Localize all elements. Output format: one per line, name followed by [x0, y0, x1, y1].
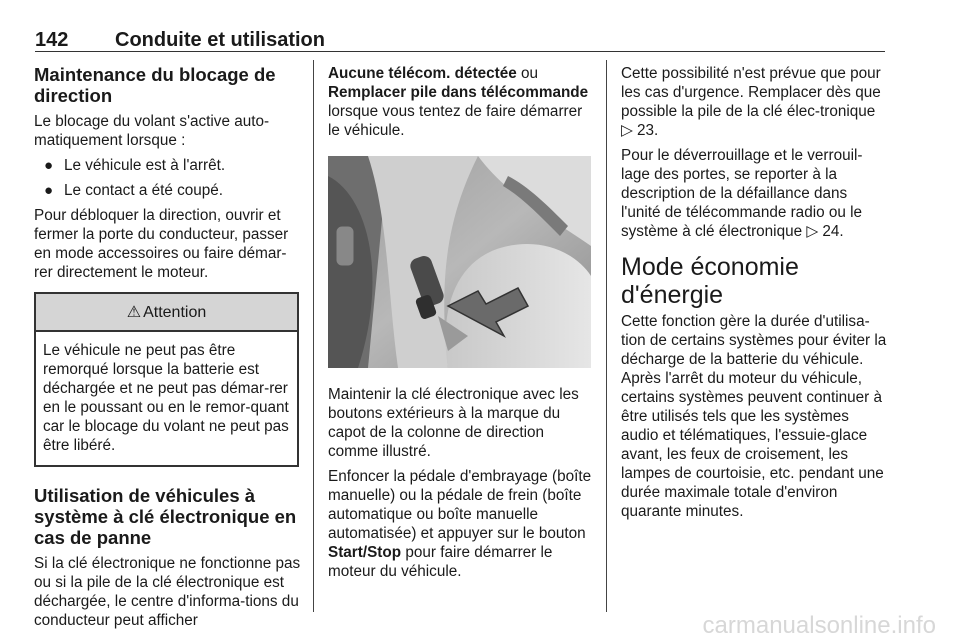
- heading-steering-lock: Maintenance du blocage de direction: [34, 64, 276, 106]
- column-1: [34, 64, 301, 636]
- steering-column-illustration: [328, 156, 591, 368]
- column-3: [621, 64, 887, 527]
- heading-emergency: Utilisation de véhicules à système à clé électronique en cas de panne: [34, 485, 297, 548]
- attention-box: [34, 292, 299, 467]
- paragraph-locking: Pour le déverrouillage et le verrouil-lage des portes, se reporter à la description de la défaillance dans l'unité de télécommande radio ou le système à clé électronique ▷ 24.: [621, 147, 863, 240]
- heading-energy-saving: Mode économie d'énergie: [621, 253, 799, 309]
- page-reference[interactable]: 23.: [637, 122, 659, 139]
- list-item: ● Le contact a été coupé.: [44, 182, 224, 199]
- column-divider-2: [606, 60, 607, 612]
- watermark: carmanualsonline.info: [702, 612, 936, 639]
- column-2: [328, 64, 593, 587]
- page-number: 142: [35, 29, 69, 51]
- paragraph-hold-key: Maintenir la clé électronique avec les boutons extérieurs à la marque du capot de la colonne de direction comme illustré.: [328, 386, 579, 460]
- page-header: [35, 29, 885, 52]
- column-divider-1: [313, 60, 314, 612]
- bullet-icon: ●: [44, 157, 54, 174]
- start-stop-label: Start/Stop: [328, 544, 402, 561]
- page-ref-arrow-icon: ▷: [806, 223, 819, 240]
- chapter-title: Conduite et utilisation: [115, 29, 325, 51]
- attention-header: [36, 294, 297, 332]
- paragraph-energy-saving: Cette fonction gère la durée d'utilisa-tion de certains systèmes pour éviter la décharge de la batterie du véhicule. Après l'arrêt du moteur du véhicule, certains systèmes peuvent continuer à être utilisés tels que les systèmes audio et télématiques, l'essuie-glace avant, les feux de croisement, les lampes de courtoisie, etc. pendant une durée maximale totale d'environ quarante minutes.: [621, 313, 887, 520]
- bullet-icon: ●: [44, 182, 54, 199]
- page-ref-arrow-icon: ▷: [621, 122, 633, 139]
- attention-title: Attention: [143, 303, 207, 321]
- paragraph-messages: Aucune télécom. détectée ou Remplacer pile dans télécommande lorsque vous tentez de faire démarrer le véhicule.: [328, 65, 589, 139]
- paragraph-emergency-only: Cette possibilité n'est prévue que pour les cas d'urgence. Remplacer dès que possible la pile de la clé élec-tronique ▷ 23.: [621, 65, 881, 139]
- bullet-list: [34, 156, 301, 200]
- attention-body: Le véhicule ne peut pas être remorqué lorsque la batterie est déchargée et ne peut pas démar-rer en le poussant ou en le remor-quant car le blocage du volant ne peut pas être libéré.: [43, 342, 289, 454]
- paragraph-emergency: Si la clé électronique ne fonctionne pas ou si la pile de la clé électronique est déchargée, le centre d'informa-tions du conducteur peut afficher: [34, 555, 301, 629]
- warning-icon: ⚠: [126, 303, 142, 321]
- message-no-remote: Aucune télécom. détectée: [328, 65, 517, 82]
- paragraph-unlock: Pour débloquer la direction, ouvrir et fermer la porte du conducteur, passer en mode accessoires ou faire démar-rer directement le moteur.: [34, 207, 289, 281]
- message-replace-battery: Remplacer pile dans télécommande: [328, 84, 589, 101]
- list-item: ● Le véhicule est à l'arrêt.: [44, 157, 226, 174]
- paragraph-start: Enfoncer la pédale d'embrayage (boîte manuelle) ou la pédale de frein (boîte automatique ou boîte manuelle automatisée) et appuyer sur le bouton Start/Stop pour faire démarrer le moteur du véhicule.: [328, 468, 592, 580]
- page-reference[interactable]: 24.: [822, 223, 844, 240]
- paragraph-steering-intro: Le blocage du volant s'active auto-matiquement lorsque :: [34, 113, 270, 149]
